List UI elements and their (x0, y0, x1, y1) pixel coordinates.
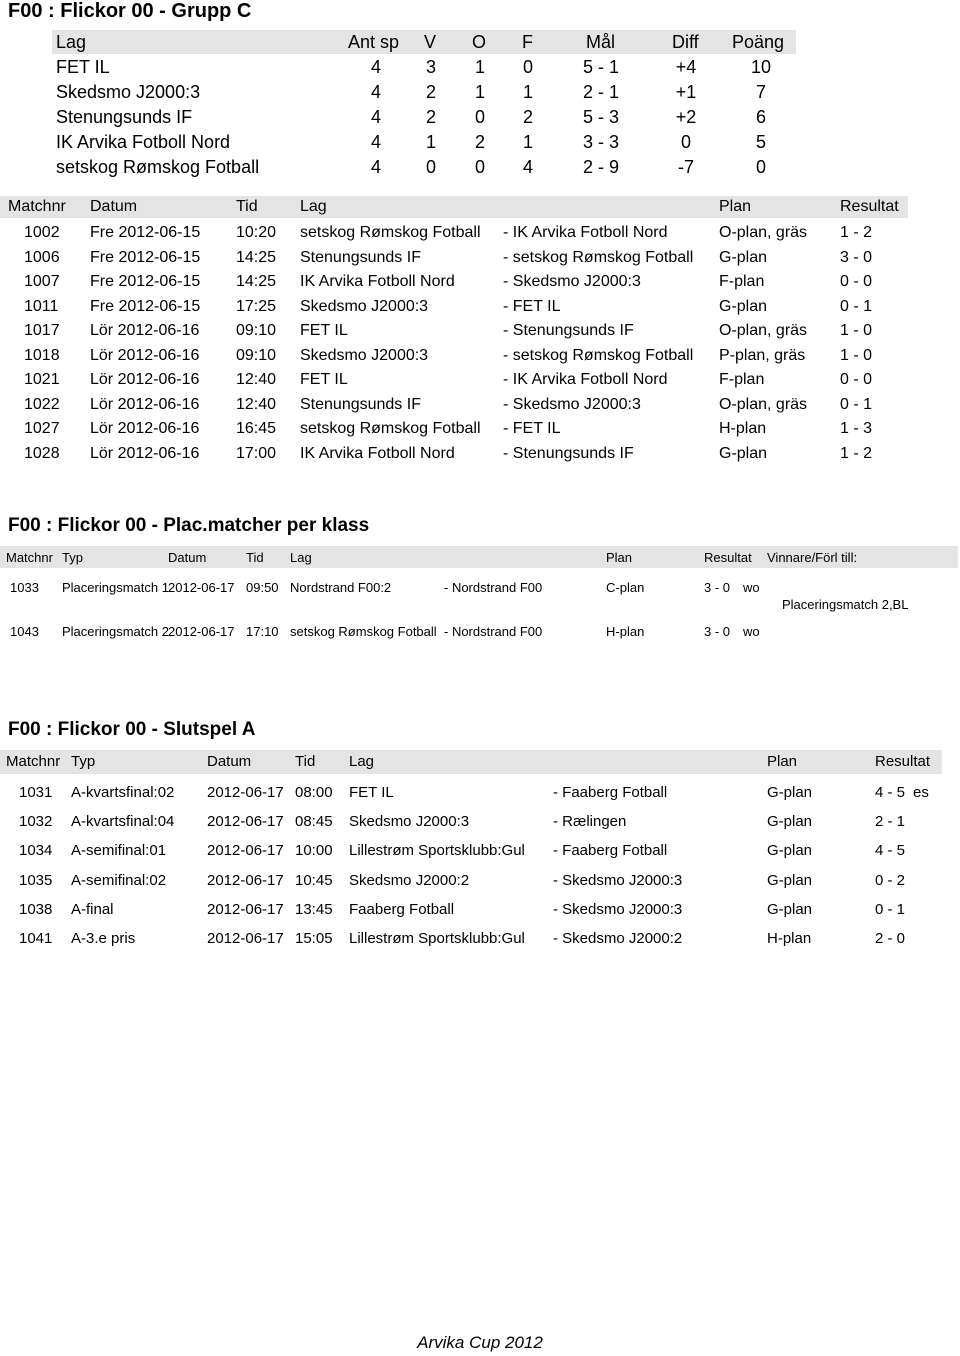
col-matchnr: Matchnr (6, 753, 61, 770)
result: 0 - 2 (875, 871, 906, 889)
table-row (0, 396, 960, 418)
match-date: 2012-06-17 (207, 784, 284, 801)
losses: 4 (522, 157, 533, 177)
match-time: 08:45 (295, 813, 333, 831)
col-matchnr: Matchnr (6, 550, 53, 565)
result: 1 - 2 (840, 444, 873, 462)
result: 3 - 0 (704, 624, 731, 639)
result: 2 - 1 (875, 813, 906, 831)
table-row (0, 298, 960, 320)
match-date: Lör 2012-06-16 (90, 420, 200, 437)
away-team: - Skedsmo J2000:3 (553, 871, 683, 889)
table-row (0, 842, 960, 864)
match-date: Fre 2012-06-15 (90, 224, 201, 241)
result: 0 - 1 (840, 395, 873, 413)
table-row (0, 445, 960, 467)
footer-text: Arvika Cup 2012 (417, 1333, 543, 1352)
match-date: 2012-06-17 (207, 930, 284, 947)
result: 0 - 1 (840, 297, 873, 315)
goals: 3 - 3 (582, 132, 620, 152)
team-name: setskog Rømskog Fotball (56, 157, 260, 177)
match-date: 2012-06-17 (207, 842, 284, 860)
match-type: A-semifinal:01 (71, 842, 167, 860)
match-number: 1002 (24, 224, 60, 241)
away-team: - Skedsmo J2000:3 (553, 900, 683, 918)
table-row (0, 82, 960, 106)
match-number: 1021 (24, 371, 60, 388)
away-team: - Nordstrand F00 (444, 580, 543, 595)
home-team: setskog Rømskog Fotball (300, 224, 481, 241)
col-lag: Lag (349, 753, 375, 770)
table-row (0, 57, 960, 81)
match-type: A-kvartsfinal:02 (71, 784, 175, 801)
col-plan: Plan (606, 550, 633, 565)
away-team: - IK Arvika Fotboll Nord (503, 224, 668, 241)
wins: 2 (425, 82, 436, 102)
match-number: 1033 (10, 580, 39, 595)
home-team: setskog Rømskog Fotball (300, 420, 481, 437)
match-time: 09:50 (246, 580, 279, 595)
goal-diff: +2 (675, 107, 697, 127)
result: 0 - 0 (840, 273, 873, 290)
match-number: 1018 (24, 346, 60, 364)
result-note: es (913, 784, 929, 801)
col-v: V (424, 32, 437, 52)
result: 1 - 0 (840, 346, 873, 364)
goals: 5 - 1 (582, 57, 620, 77)
result: 0 - 1 (875, 900, 906, 918)
col-tid: Tid (295, 753, 316, 770)
away-team: - FET IL (503, 297, 561, 315)
match-time: 14:25 (236, 248, 277, 266)
match-date: Lör 2012-06-16 (90, 322, 200, 339)
away-team: - IK Arvika Fotboll Nord (503, 371, 668, 388)
away-team: - FET IL (503, 420, 561, 437)
match-date: Lör 2012-06-16 (90, 395, 200, 413)
result: 4 - 5 (875, 784, 906, 801)
col-typ: Typ (62, 550, 83, 565)
wins: 3 (425, 57, 436, 77)
points: 7 (755, 82, 766, 102)
col-lag: Lag (56, 32, 87, 52)
match-date: 2012-06-17 (168, 580, 235, 595)
field: G-plan (767, 784, 813, 801)
away-team: - Rælingen (553, 813, 627, 831)
match-type: Placeringsmatch 1 (62, 580, 169, 595)
field: P-plan, gräs (719, 346, 806, 364)
home-team: FET IL (300, 322, 348, 339)
match-time: 08:00 (295, 784, 333, 801)
match-date: 2012-06-17 (168, 624, 235, 639)
result: 4 - 5 (875, 842, 906, 860)
playoff-header (0, 750, 942, 774)
match-number: 1011 (24, 297, 59, 315)
col-f: F (522, 32, 533, 52)
match-number: 1032 (19, 813, 53, 831)
match-date: Fre 2012-06-15 (90, 297, 201, 315)
home-team: Stenungsunds IF (300, 248, 421, 266)
away-team: - Stenungsunds IF (503, 322, 634, 339)
games-played: 4 (370, 107, 381, 127)
points: 5 (755, 132, 766, 152)
match-number: 1031 (19, 784, 53, 801)
team-name: FET IL (56, 57, 110, 77)
match-number: 1038 (19, 900, 53, 918)
table-row (0, 371, 960, 393)
match-number: 1022 (24, 395, 60, 413)
match-date: Lör 2012-06-16 (90, 371, 200, 388)
result-note: wo (743, 580, 760, 595)
field: G-plan (719, 248, 768, 266)
match-time: 10:45 (295, 871, 333, 889)
away-team: - Nordstrand F00 (444, 624, 543, 639)
home-team: IK Arvika Fotboll Nord (300, 273, 455, 290)
field: O-plan, gräs (719, 395, 808, 413)
match-time: 10:00 (295, 842, 333, 860)
away-team: - Faaberg Fotball (553, 842, 668, 860)
match-time: 09:10 (236, 322, 277, 339)
home-team: Lillestrøm Sportsklubb:Gul (349, 842, 525, 860)
match-number: 1006 (24, 248, 60, 266)
match-number: 1028 (24, 444, 60, 462)
home-team: FET IL (349, 784, 394, 801)
match-number: 1043 (10, 624, 39, 639)
losses: 2 (522, 107, 533, 127)
games-played: 4 (370, 82, 381, 102)
matches-header (0, 196, 908, 218)
table-row (0, 347, 960, 369)
col-mal: Mål (586, 32, 616, 52)
match-time: 13:45 (295, 900, 333, 918)
goals: 5 - 3 (582, 107, 620, 127)
wins: 1 (425, 132, 436, 152)
col-resultat: Resultat (875, 753, 931, 770)
table-row (0, 322, 960, 344)
result-note: wo (743, 624, 760, 639)
table-row (0, 624, 960, 644)
standings-header (52, 30, 796, 54)
wins: 0 (425, 157, 436, 177)
col-typ: Typ (71, 753, 96, 770)
col-matchnr: Matchnr (8, 198, 66, 215)
field: O-plan, gräs (719, 224, 808, 241)
home-team: Skedsmo J2000:2 (349, 871, 470, 889)
col-vinnare: Vinnare/Förl till: (767, 550, 858, 565)
away-team: - Skedsmo J2000:3 (503, 395, 641, 413)
draws: 0 (474, 107, 485, 127)
home-team: FET IL (300, 371, 348, 388)
losses: 0 (522, 57, 533, 77)
match-date: Lör 2012-06-16 (90, 346, 200, 364)
field: H-plan (767, 930, 812, 947)
match-date: Lör 2012-06-16 (90, 444, 200, 462)
away-team: - setskog Rømskog Fotball (503, 346, 694, 364)
games-played: 4 (370, 57, 381, 77)
match-time: 10:20 (236, 224, 277, 241)
table-row (0, 420, 960, 442)
match-type: A-kvartsfinal:04 (71, 813, 175, 831)
home-team: Stenungsunds IF (300, 395, 421, 413)
match-date: Fre 2012-06-15 (90, 273, 201, 290)
match-time: 15:05 (295, 930, 333, 947)
points: 6 (755, 107, 766, 127)
table-row (0, 273, 960, 295)
col-lag: Lag (290, 550, 312, 565)
wins: 2 (425, 107, 436, 127)
table-row (0, 107, 960, 131)
draws: 1 (474, 82, 485, 102)
table-row (0, 157, 960, 181)
match-time: 17:00 (236, 444, 277, 462)
col-lag: Lag (300, 198, 327, 215)
goals: 2 - 1 (582, 82, 620, 102)
field: H-plan (606, 624, 645, 639)
result: 1 - 0 (840, 322, 873, 339)
field: F-plan (719, 273, 765, 290)
away-team: - Faaberg Fotball (553, 784, 668, 801)
match-number: 1034 (19, 842, 53, 860)
losses: 1 (522, 132, 533, 152)
points: 10 (750, 57, 772, 77)
col-tid: Tid (246, 550, 264, 565)
team-name: Skedsmo J2000:3 (56, 82, 201, 102)
table-row (0, 930, 960, 952)
advance-note: Placeringsmatch 2,BL (782, 597, 909, 612)
team-name: IK Arvika Fotboll Nord (56, 132, 231, 152)
away-team: - Skedsmo J2000:2 (553, 930, 683, 947)
result: 3 - 0 (704, 580, 731, 595)
field: C-plan (606, 580, 645, 595)
goal-diff: +4 (675, 57, 697, 77)
match-number: 1035 (19, 871, 53, 889)
games-played: 4 (370, 132, 381, 152)
match-date: 2012-06-17 (207, 900, 284, 918)
result: 2 - 0 (875, 930, 906, 947)
field: F-plan (719, 371, 765, 388)
group-title: F00 : Flickor 00 - Grupp C (8, 0, 252, 22)
match-time: 17:10 (246, 624, 279, 639)
result: 3 - 0 (840, 248, 873, 266)
field: G-plan (767, 842, 813, 860)
match-time: 12:40 (236, 371, 277, 388)
match-date: 2012-06-17 (207, 813, 284, 831)
match-number: 1027 (24, 420, 60, 437)
col-datum: Datum (90, 198, 138, 215)
field: G-plan (719, 297, 768, 315)
away-team: - Stenungsunds IF (503, 444, 634, 462)
losses: 1 (522, 82, 533, 102)
match-number: 1017 (24, 322, 60, 339)
match-type: Placeringsmatch 2 (62, 624, 169, 639)
match-number: 1007 (24, 273, 60, 290)
team-name: Stenungsunds IF (56, 107, 193, 127)
placement-header (0, 546, 958, 568)
draws: 0 (474, 157, 485, 177)
col-tid: Tid (236, 198, 258, 215)
col-resultat: Resultat (840, 198, 899, 215)
goal-diff: -7 (677, 157, 694, 177)
match-time: 09:10 (236, 346, 277, 364)
field: G-plan (767, 871, 813, 889)
result: 1 - 2 (840, 224, 873, 241)
match-date: 2012-06-17 (207, 871, 284, 889)
col-resultat: Resultat (704, 550, 752, 565)
col-diff: Diff (672, 32, 699, 52)
away-team: - Skedsmo J2000:3 (503, 273, 641, 290)
home-team: setskog Rømskog Fotball (290, 624, 437, 639)
match-type: A-3.e pris (71, 930, 136, 947)
table-row (0, 224, 960, 246)
match-time: 16:45 (236, 420, 277, 437)
home-team: Lillestrøm Sportsklubb:Gul (349, 930, 525, 947)
home-team: IK Arvika Fotboll Nord (300, 444, 455, 462)
table-row (0, 132, 960, 156)
games-played: 4 (370, 157, 381, 177)
col-poang: Poäng (732, 32, 785, 52)
goal-diff: +1 (675, 82, 697, 102)
away-team: - setskog Rømskog Fotball (503, 248, 694, 266)
table-row (0, 813, 960, 835)
goals: 2 - 9 (582, 157, 620, 177)
home-team: Skedsmo J2000:3 (349, 813, 470, 831)
field: G-plan (767, 900, 813, 918)
table-row (0, 784, 960, 806)
home-team: Faaberg Fotball (349, 900, 455, 918)
playoff-title: F00 : Flickor 00 - Slutspel A (8, 719, 256, 740)
points: 0 (755, 157, 766, 177)
home-team: Nordstrand F00:2 (290, 580, 392, 595)
table-row (0, 901, 960, 923)
col-datum: Datum (207, 753, 252, 770)
placement-title: F00 : Flickor 00 - Plac.matcher per klass (8, 515, 370, 536)
field: H-plan (719, 420, 767, 437)
col-o: O (472, 32, 487, 52)
goal-diff: 0 (680, 132, 691, 152)
match-number: 1041 (19, 930, 53, 947)
draws: 1 (474, 57, 485, 77)
match-type: A-semifinal:02 (71, 871, 167, 889)
home-team: Skedsmo J2000:3 (300, 297, 429, 315)
field: G-plan (719, 444, 768, 462)
table-row (0, 872, 960, 894)
col-plan: Plan (767, 753, 798, 770)
home-team: Skedsmo J2000:3 (300, 346, 429, 364)
result: 0 - 0 (840, 371, 873, 388)
col-ant-sp: Ant sp (348, 32, 400, 52)
match-time: 17:25 (236, 297, 277, 315)
table-row (0, 249, 960, 271)
match-type: A-final (71, 900, 114, 918)
col-plan: Plan (719, 198, 752, 215)
match-date: Fre 2012-06-15 (90, 248, 201, 266)
col-datum: Datum (168, 550, 207, 565)
draws: 2 (474, 132, 485, 152)
field: G-plan (767, 813, 813, 831)
match-time: 12:40 (236, 395, 277, 413)
match-time: 14:25 (236, 273, 277, 290)
result: 1 - 3 (840, 420, 873, 437)
field: O-plan, gräs (719, 322, 808, 339)
